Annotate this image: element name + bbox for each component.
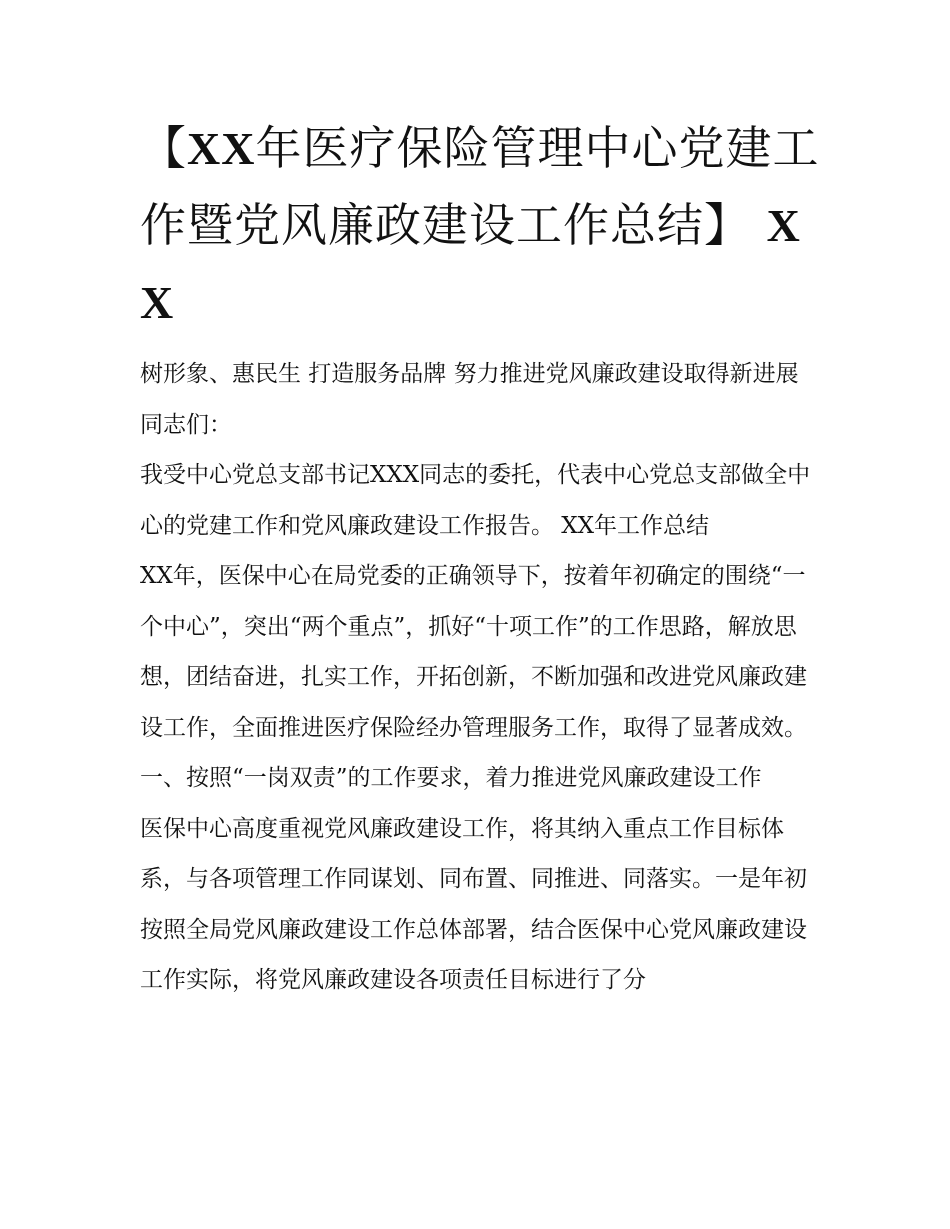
title-part: 年医疗保险管理中心党建工作暨党风廉政建设工作总结】 — [140, 121, 820, 252]
paragraph: 树形象、惠民生 打造服务品牌 努力推进党风廉政建设取得新进展 同志们： — [140, 361, 799, 438]
section-heading: 一、按照“一岗双责”的工作要求，着力推进党风廉政建设工作 — [140, 765, 762, 791]
document-title — [140, 110, 820, 341]
title-part: 【 — [140, 121, 187, 175]
document-content — [140, 110, 820, 1006]
paragraph: XX年，医保中心在局党委的正确领导下，按着年初确定的围绕“一个中心”，突出“两个重点”，抓好“十项工作”的工作思路，解放思想，团结奋进，扎实工作，开拓创新，不断加强和改进党风廉政建设工作，全面推进医疗保险经办管理服务工作，取得了显著成效。 — [140, 563, 807, 741]
document-body — [140, 349, 820, 1006]
paragraph: 医保中心高度重视党风廉政建设工作，将其纳入重点工作目标体系，与各项管理工作同谋划、同布置、同推进、同落实。一是年初按照全局党风廉政建设工作总体部署，结合医保中心党风廉政建设工作实际，将党风廉政建设各项责任目标进行了分 — [140, 815, 807, 993]
title-part: XX — [140, 200, 801, 328]
paragraph: 我受中心党总支部书记XXX同志的委托，代表中心党总支部做全中心的党建工作和党风廉政建设工作报告。 XX年工作总结 — [140, 462, 811, 539]
title-part: XX — [187, 123, 256, 174]
